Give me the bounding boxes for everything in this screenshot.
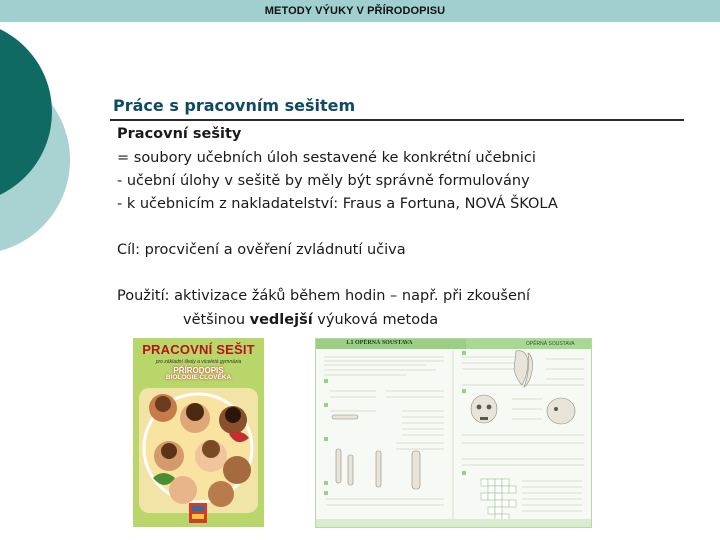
decorative-circles xyxy=(0,0,120,300)
publishers-line: - k učebnicím z nakladatelství: Fraus a Fortuna, NOVÁ ŠKOLA xyxy=(117,196,558,212)
formulation-line: - učební úlohy v sešitě by měly být správně formulovány xyxy=(117,173,530,189)
workbook-photo-collage xyxy=(133,338,264,527)
worksheet-content-art xyxy=(316,339,591,527)
worksheet-title: 1.1 OPĚRNÁ SOUSTAVA xyxy=(346,340,413,346)
usage-line-2-before: většinou xyxy=(183,312,250,328)
usage-line: Použití: aktivizace žáků během hodin – např. při zkoušení xyxy=(117,288,531,304)
usage-line-2-after: výuková metoda xyxy=(312,312,439,328)
usage-line-2 xyxy=(183,312,438,328)
subheading: Pracovní sešity xyxy=(117,126,242,142)
workbook-topic: BIOLOGIE ČLOVĚKA xyxy=(165,374,232,381)
goal-line: Cíl: procvičení a ověření zvládnutí učiva xyxy=(117,242,406,258)
title-divider xyxy=(110,119,684,121)
worksheet-spread-image xyxy=(315,338,592,528)
workbook-title: PRACOVNÍ SEŠIT xyxy=(142,342,255,357)
workbook-subtitle: pro základní školy a víceletá gymnázia xyxy=(155,359,242,365)
usage-emphasis: vedlejší xyxy=(249,312,313,328)
header-bar xyxy=(0,0,720,22)
workbook-cover-image xyxy=(133,338,264,527)
worksheet-page-label: OPĚRNÁ SOUSTAVA xyxy=(526,341,575,347)
definition-line: = soubory učebních úloh sestavené ke konkrétní učebnici xyxy=(117,150,536,166)
workbook-subject: PŘÍRODOPIS xyxy=(173,366,224,375)
slide-title: Práce s pracovním sešitem xyxy=(113,96,356,115)
header-title: METODY VÝUKY V PŘÍRODOPISU xyxy=(264,5,446,17)
